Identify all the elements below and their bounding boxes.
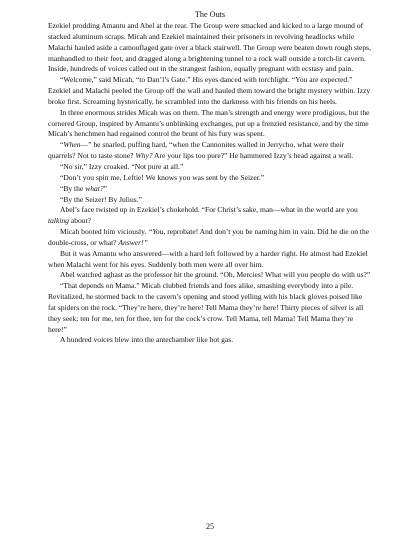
text-run: “By the: [60, 183, 86, 193]
paragraph: [48, 140, 372, 162]
italic-text: what?: [85, 183, 104, 193]
paragraph: [48, 184, 372, 195]
paragraph: [48, 227, 372, 249]
page-number: 25: [206, 522, 214, 531]
paragraph: [48, 335, 372, 346]
text-run: “No sir,” Izzy croaked. “Not pure at all.”: [60, 161, 184, 171]
text-run: Ezekiel prodding Amantu and Abel at the rear. The Group were smacked and kicked to a large mound of stacked aluminum scraps. Micah and Ezekiel maintained their prisoners in revolving headlocks while Malachi hauled aside a camouflaged gate over a black stairwell. The Group were beaten down rough steps, manhandled to their feet, and dragged along a brightening tunnel to a rock wall outside a torch-lit cavern. Inside, hundreds of voices called out in the strangest fashion, equally pregnant with ecstasy and pain.: [48, 21, 371, 74]
text-run: Abel’s face twisted up in Ezekiel’s chokehold. “For Christ’s sake, man—what in the world are you: [60, 205, 358, 215]
paragraph: [48, 249, 372, 271]
paragraph: [48, 162, 372, 173]
italic-text: “You: [148, 227, 164, 237]
paragraph: [48, 195, 372, 206]
text-run: Abel watched aghast as the professor hit the ground. “Oh, Mercies! What will you people do with us?”: [60, 270, 371, 280]
text-run: Are your lips too pure?” He hammered Izzy’s head against a wall.: [152, 151, 354, 161]
text-run: “Don’t you spin me, Leftie! We knows you was sent by the Seizer.”: [60, 172, 265, 182]
text-run: A hundred voices blew into the antechamber like hot gas.: [60, 335, 234, 345]
paragraph: [48, 75, 372, 108]
text-run: “: [60, 140, 64, 150]
italic-text: Why?: [135, 151, 153, 161]
text-run: , reprobate! And don’t you be naming him in vain. Did he die on the double-cross, or what?: [48, 227, 370, 247]
paragraph: [48, 21, 372, 75]
text-run: “That depends on Mama.” Micah clubbed friends and foes alike, smashing everybody into a pile. Revitalized, he stormed back to the cavern’s opening and stood yelling with his black gloves poised like fat spiders on the rock. “They’re here, they’re here! Tell Mama they’re here! Thirty pieces of silver is all they seek; ten for me, ten for thee, ten for the cock’s crow. Tell Mama, tell Mama! Tell Mama they’re here!”: [48, 281, 364, 334]
body-text: [48, 21, 372, 346]
paragraph: [48, 270, 372, 281]
text-run: Micah booted him viciously.: [60, 227, 149, 237]
paragraph: [48, 205, 372, 227]
text-run: “Welcome,” said Micah, “to Dan’l’s Gate.” His eyes danced with torchlight. “You are expected.” Ezekiel and Malachi peeled the Group off the wall and hauled them toward the bright mystery within. Izzy broke first. Screaming hysterically, he scrambled into the darkness with his friends on his heels.: [48, 75, 371, 106]
text-run: But it was Amantu who answered—with a hard left followed by a harder right. He almost had Ezekiel when Malachi went for his eyes. Suddenly both men were all over him.: [48, 248, 368, 269]
text-run: “By the Seizer! By Julius.”: [60, 194, 142, 204]
text-run: about?: [68, 216, 91, 226]
italic-text: Answer!”: [118, 237, 148, 247]
paragraph: [48, 108, 372, 141]
running-head: The Outs: [194, 10, 226, 19]
text-run: —” he snarled, puffing hard, “when the Cannonites walled in Jerrycho, what were their quarrels? Not to taste stone?: [48, 140, 345, 161]
italic-text: When: [63, 140, 81, 150]
italic-text: talking: [48, 216, 69, 226]
paragraph: [48, 173, 372, 184]
text-run: ”: [103, 183, 107, 193]
text-run: In three enormous strides Micah was on them. The man’s strength and energy were prodigious, but the cornered Group, inspired by Amantu’s unblinking exchanges, put up a frenzied resistance, and by the time Micah’s henchmen had regained control the brunt of his fury was spent.: [48, 107, 370, 139]
paragraph: [48, 281, 372, 335]
